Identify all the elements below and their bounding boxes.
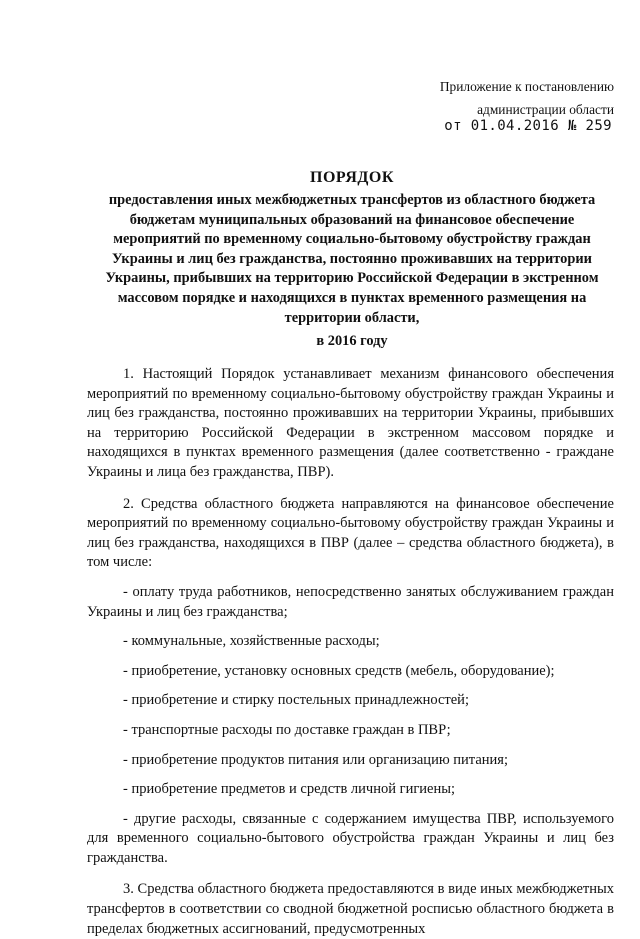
document-title: ПОРЯДОК	[310, 169, 394, 186]
attachment-line-1: Приложение к постановлению	[439, 79, 614, 94]
document-heading	[86, 168, 618, 351]
list-item-salary: - оплату труда работников, непосредственно занятых обслуживанием граждан Украины и лиц без гражданства;	[87, 583, 614, 620]
list-item-other: - другие расходы, связанные с содержанием имущества ПВР, используемого для временного социально-бытового обустройства граждан Украины и лиц без гражданства.	[87, 810, 614, 866]
list-item-hygiene: - приобретение предметов и средств личной гигиены;	[123, 781, 455, 798]
list-item-bedding: - приобретение и стирку постельных принадлежностей;	[123, 692, 469, 709]
document-body	[87, 365, 614, 939]
list-item-utilities: - коммунальные, хозяйственные расходы;	[123, 633, 380, 650]
document-subtitle: предоставления иных межбюджетных трансфертов из областного бюджета бюджетам муниципальных образований на финансовое обеспечение мероприятий по временному социально-бытовому обустройству граждан Украины и лиц без гражданства, постоянно проживавших на территории Украины, прибывших на территорию Российской Федерации в экстренном массовом порядке и находящихся в пунктах временного размещения на территории области,	[105, 192, 599, 326]
attachment-note	[440, 75, 614, 121]
list-item-transport: - транспортные расходы по доставке граждан в ПВР;	[123, 721, 451, 738]
document-year: в 2016 году	[316, 333, 388, 350]
attachment-line-2: администрации области	[477, 102, 614, 117]
paragraph-3: 3. Средства областного бюджета предоставляются в виде иных межбюджетных трансфертов в соответствии со сводной бюджетной росписью областного бюджета в пределах бюджетных ассигнований, предусмотренных	[87, 881, 614, 937]
list-item-fixed-assets: - приобретение, установку основных средств (мебель, оборудование);	[123, 662, 555, 679]
list-item-food: - приобретение продуктов питания или организацию питания;	[123, 751, 508, 768]
paragraph-1: 1. Настоящий Порядок устанавливает механизм финансового обеспечения мероприятий по временному социально-бытовому обустройству граждан Украины и лиц без гражданства, постоянно проживавших на территории Украины, прибывших на территорию Российской Федерации в экстренном массовом порядке и находящихся в пунктах временного размещения (далее соответственно - граждане Украины и лица без гражданства, ПВР).	[87, 366, 614, 480]
decree-number: от 01.04.2016 № 259	[444, 118, 612, 134]
paragraph-2: 2. Средства областного бюджета направляются на финансовое обеспечение мероприятий по временному социально-бытовому обустройству граждан Украины и лиц без гражданства, находящихся в ПВР (далее – средства областного бюджета), в том числе:	[87, 495, 614, 571]
